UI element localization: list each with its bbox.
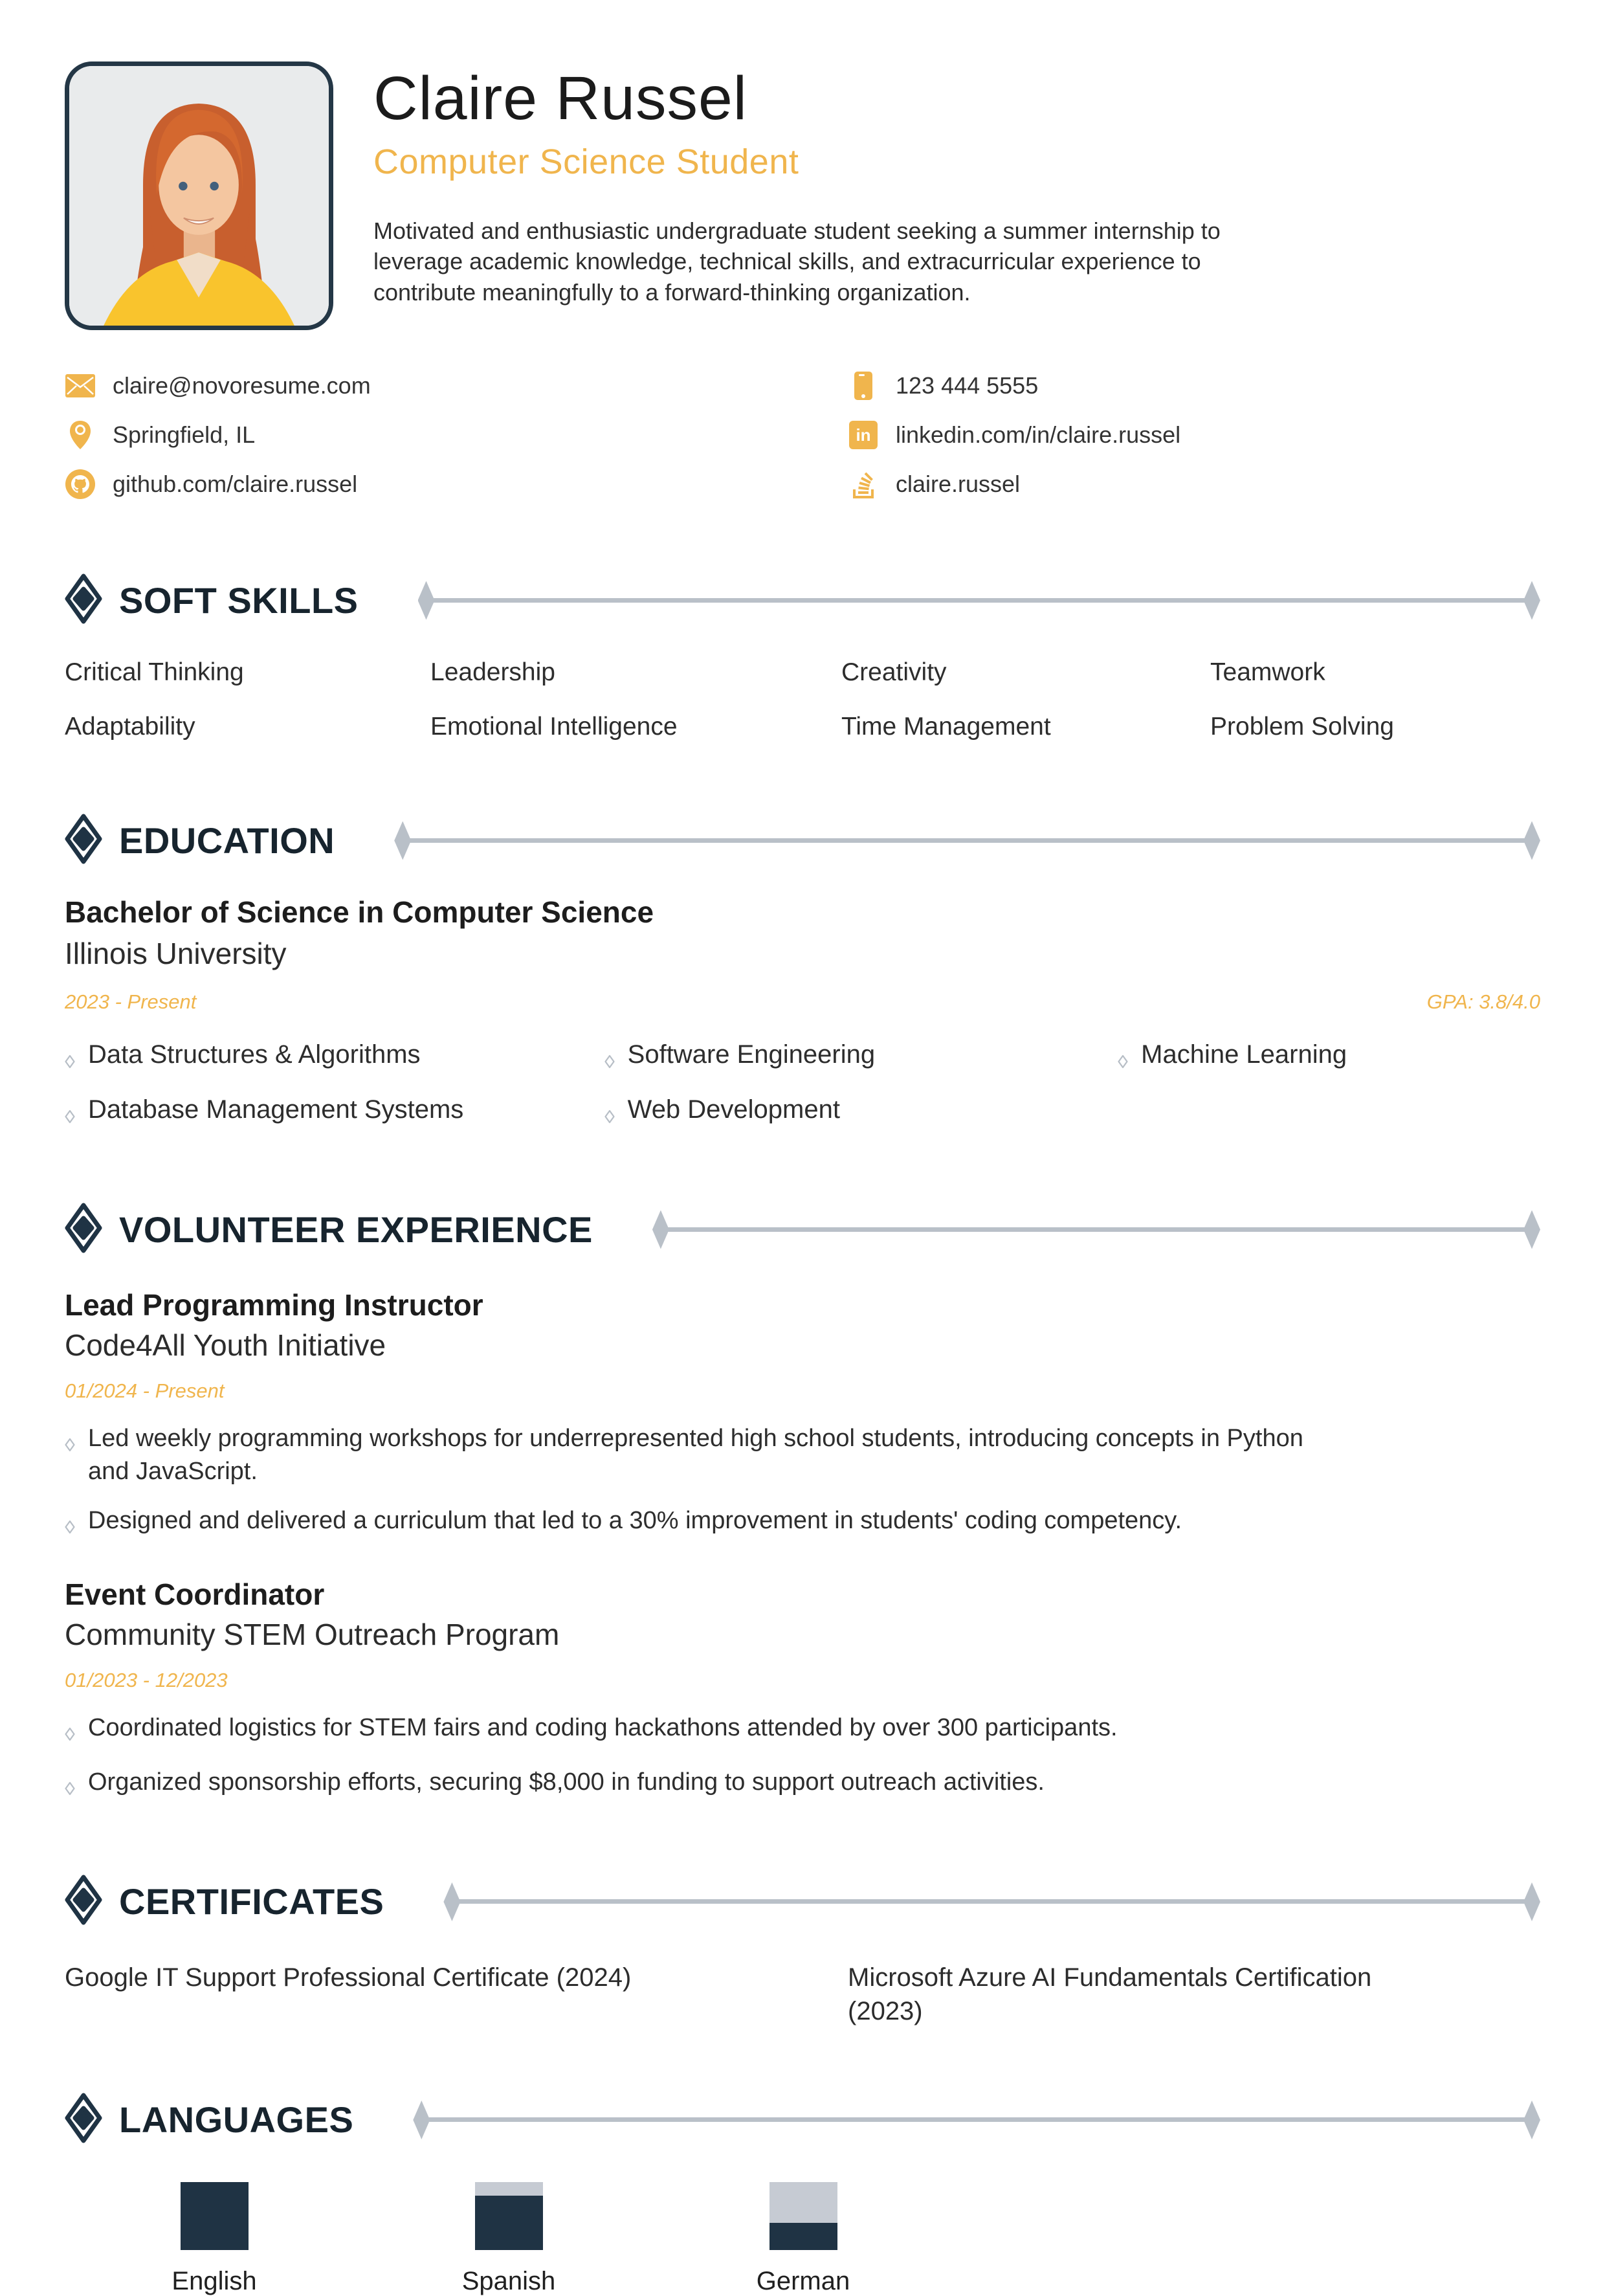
course-list bbox=[65, 1037, 1540, 1133]
summary-text: Motivated and enthusiastic undergraduate student seeking a summer internship to leverage academic knowledge, technical skills, and extracurricular experience to contribute meaningfully to a forward-thinking organization. bbox=[373, 217, 1221, 306]
diamond-bullet-icon bbox=[65, 1098, 75, 1133]
language-list bbox=[146, 2182, 1540, 2296]
section-languages bbox=[65, 2093, 1540, 2296]
rule-line bbox=[408, 838, 1526, 843]
rule-line bbox=[427, 2117, 1526, 2122]
course-item bbox=[1118, 1037, 1540, 1078]
diamond-bullet-icon bbox=[1118, 1043, 1128, 1078]
rule-left-diamond bbox=[418, 581, 435, 620]
course-text: Machine Learning bbox=[1141, 1040, 1347, 1069]
contact-email-text: claire@novoresume.com bbox=[113, 372, 371, 399]
language-level-bar bbox=[769, 2182, 837, 2250]
soft-skills-list bbox=[65, 658, 1540, 741]
job-bullet-text: Coordinated logistics for STEM fairs and coding hackathons attended by over 300 participants. bbox=[88, 1713, 1118, 1741]
section-title: VOLUNTEER EXPERIENCE bbox=[119, 1209, 593, 1250]
contact-github-text: github.com/claire.russel bbox=[113, 471, 358, 497]
job-role: Lead Programming Instructor bbox=[65, 1288, 483, 1322]
contact-grid bbox=[65, 361, 1540, 509]
person-title: Computer Science Student bbox=[373, 142, 799, 181]
diamond-bullet-icon bbox=[604, 1043, 615, 1078]
phone-icon bbox=[848, 371, 879, 401]
job-dates: 01/2023 - 12/2023 bbox=[65, 1668, 228, 1691]
language-item bbox=[146, 2182, 282, 2296]
job-bullet-text: Organized sponsorship efforts, securing $8,000 in funding to support outreach activities. bbox=[88, 1768, 1045, 1796]
section-diamond-icon bbox=[65, 814, 102, 867]
course-item bbox=[604, 1092, 1118, 1133]
volunteer-job bbox=[65, 1577, 1540, 1805]
course-text: Software Engineering bbox=[627, 1040, 876, 1069]
stackoverflow-icon bbox=[848, 469, 879, 499]
diamond-bullet-icon bbox=[65, 1772, 75, 1805]
volunteer-header bbox=[65, 1203, 1540, 1256]
section-soft-skills bbox=[65, 574, 1540, 741]
course-text: Database Management Systems bbox=[88, 1095, 464, 1124]
section-title: CERTIFICATES bbox=[119, 1881, 384, 1923]
section-rule bbox=[413, 2101, 1540, 2139]
language-item bbox=[441, 2182, 577, 2296]
contact-linkedin[interactable] bbox=[848, 410, 1540, 460]
rule-left-diamond bbox=[394, 821, 411, 860]
degree-title: Bachelor of Science in Computer Science bbox=[65, 895, 654, 929]
rule-right-diamond bbox=[1523, 581, 1540, 620]
rule-right-diamond bbox=[1523, 821, 1540, 860]
rule-left-diamond bbox=[413, 2101, 430, 2139]
rule-line bbox=[667, 1227, 1526, 1232]
svg-text:in: in bbox=[856, 425, 871, 445]
contact-email[interactable] bbox=[65, 361, 848, 410]
contact-location-text: Springfield, IL bbox=[113, 421, 256, 448]
skill-item: Leadership bbox=[430, 658, 555, 686]
certificate-list bbox=[65, 1961, 1540, 2028]
job-bullet bbox=[65, 1422, 1346, 1489]
language-level-fill bbox=[769, 2223, 837, 2250]
header bbox=[65, 61, 1540, 330]
section-diamond-icon bbox=[65, 1203, 102, 1256]
education-date-row bbox=[65, 990, 1540, 1014]
contact-location[interactable] bbox=[65, 410, 848, 460]
language-level-bar bbox=[475, 2182, 543, 2250]
section-volunteer bbox=[65, 1203, 1540, 1805]
person-name: Claire Russel bbox=[373, 64, 747, 133]
diamond-bullet-icon bbox=[65, 1717, 75, 1750]
email-icon bbox=[65, 374, 96, 397]
rule-left-diamond bbox=[443, 1882, 460, 1921]
contact-stackoverflow-text: claire.russel bbox=[896, 471, 1021, 497]
certificate-item: Microsoft Azure AI Fundamentals Certification (2023) bbox=[848, 1963, 1372, 2026]
diamond-bullet-icon bbox=[604, 1098, 615, 1133]
language-level-fill bbox=[181, 2182, 249, 2250]
rule-right-diamond bbox=[1523, 1210, 1540, 1249]
course-text: Data Structures & Algorithms bbox=[88, 1040, 421, 1069]
header-text bbox=[373, 61, 1540, 330]
section-title: EDUCATION bbox=[119, 820, 335, 861]
skill-item: Emotional Intelligence bbox=[430, 713, 678, 741]
skill-item: Critical Thinking bbox=[65, 658, 244, 686]
language-item bbox=[735, 2182, 871, 2296]
rule-line bbox=[458, 1899, 1526, 1904]
job-bullet bbox=[65, 1504, 1346, 1543]
skill-item: Problem Solving bbox=[1210, 713, 1394, 741]
section-title: LANGUAGES bbox=[119, 2099, 354, 2141]
job-bullet bbox=[65, 1766, 1346, 1805]
languages-header bbox=[65, 2093, 1540, 2146]
soft-skills-header bbox=[65, 574, 1540, 627]
contact-stackoverflow[interactable] bbox=[848, 460, 1540, 509]
section-diamond-icon bbox=[65, 2093, 102, 2146]
language-name: English bbox=[172, 2267, 257, 2296]
profile-photo bbox=[65, 61, 333, 330]
rule-line bbox=[432, 598, 1527, 603]
job-organization: Code4All Youth Initiative bbox=[65, 1328, 386, 1362]
contact-github[interactable] bbox=[65, 460, 848, 509]
language-name: Spanish bbox=[461, 2267, 556, 2296]
job-organization: Community STEM Outreach Program bbox=[65, 1617, 560, 1651]
location-icon bbox=[65, 419, 96, 451]
language-level-bar bbox=[181, 2182, 249, 2250]
section-rule bbox=[418, 581, 1541, 620]
job-bullet-text: Led weekly programming workshops for underrepresented high school students, introducing concepts in Python and JavaScript. bbox=[88, 1425, 1303, 1486]
section-rule bbox=[394, 821, 1540, 860]
rule-right-diamond bbox=[1523, 2101, 1540, 2139]
course-item bbox=[604, 1037, 1118, 1078]
skill-item: Teamwork bbox=[1210, 658, 1325, 686]
contact-phone-text: 123 444 5555 bbox=[896, 372, 1039, 399]
github-icon bbox=[65, 469, 96, 499]
section-certificates bbox=[65, 1875, 1540, 2028]
section-diamond-icon bbox=[65, 574, 102, 627]
job-bullet-list bbox=[65, 1711, 1540, 1805]
section-diamond-icon bbox=[65, 1875, 102, 1928]
profile-photo-illustration bbox=[69, 66, 329, 326]
contact-linkedin-text: linkedin.com/in/claire.russel bbox=[896, 421, 1181, 448]
job-bullet bbox=[65, 1711, 1346, 1750]
section-rule bbox=[652, 1210, 1540, 1249]
school-name: Illinois University bbox=[65, 937, 287, 970]
language-level-fill bbox=[475, 2196, 543, 2250]
course-item bbox=[65, 1092, 604, 1133]
rule-left-diamond bbox=[652, 1210, 669, 1249]
certificates-header bbox=[65, 1875, 1540, 1928]
linkedin-icon bbox=[848, 421, 879, 449]
job-role: Event Coordinator bbox=[65, 1577, 325, 1611]
skill-item: Creativity bbox=[841, 658, 947, 686]
course-text: Web Development bbox=[627, 1095, 840, 1124]
job-bullet-text: Designed and delivered a curriculum that led to a 30% improvement in students' coding competency. bbox=[88, 1506, 1182, 1534]
volunteer-job bbox=[65, 1287, 1540, 1543]
diamond-bullet-icon bbox=[65, 1043, 75, 1078]
education-dates: 2023 - Present bbox=[65, 990, 197, 1013]
skill-item: Time Management bbox=[841, 713, 1051, 741]
skill-item: Adaptability bbox=[65, 713, 195, 741]
contact-phone[interactable] bbox=[848, 361, 1540, 410]
job-dates: 01/2024 - Present bbox=[65, 1379, 225, 1402]
section-education bbox=[65, 814, 1540, 1133]
section-title: SOFT SKILLS bbox=[119, 580, 359, 621]
education-gpa: GPA: 3.8/4.0 bbox=[1426, 990, 1540, 1013]
course-item bbox=[65, 1037, 604, 1078]
certificate-item: Google IT Support Professional Certificate (2024) bbox=[65, 1963, 632, 1992]
diamond-bullet-icon bbox=[65, 1428, 75, 1461]
education-header bbox=[65, 814, 1540, 867]
job-bullet-list bbox=[65, 1422, 1540, 1543]
rule-right-diamond bbox=[1523, 1882, 1540, 1921]
section-rule bbox=[443, 1882, 1540, 1921]
diamond-bullet-icon bbox=[65, 1510, 75, 1543]
language-name: German bbox=[756, 2267, 850, 2296]
